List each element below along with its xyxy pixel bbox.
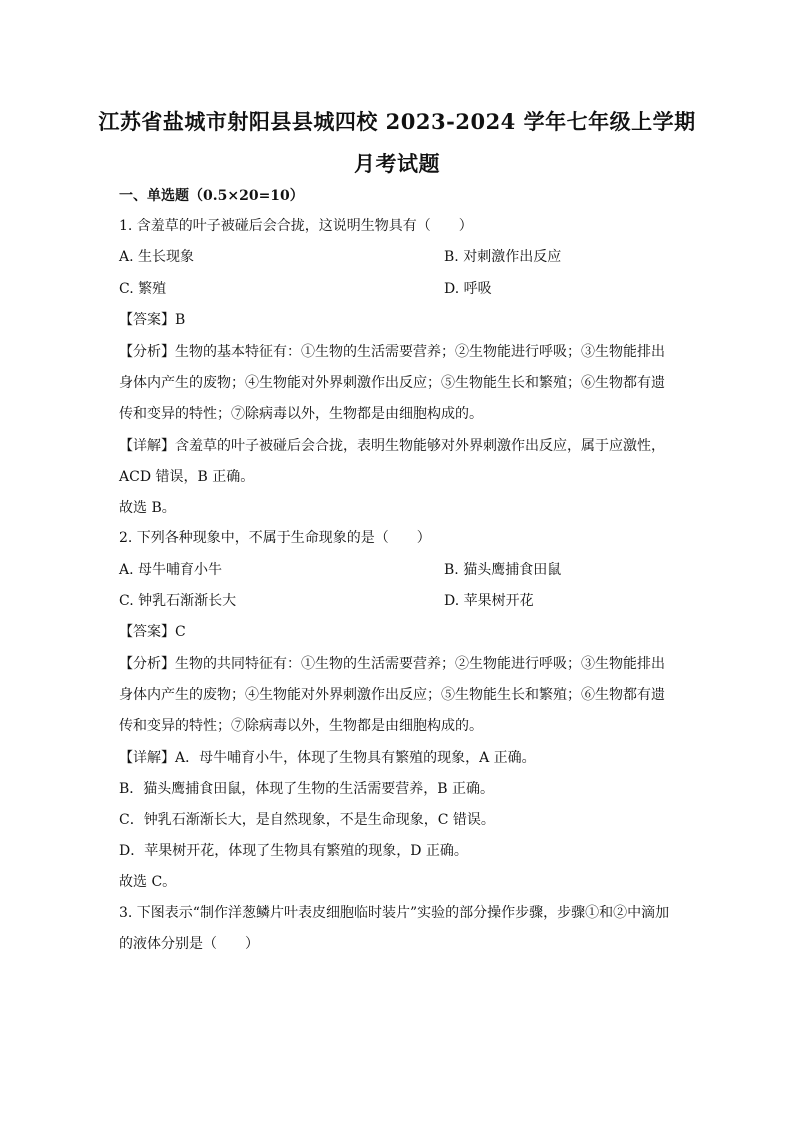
title-line-1: 江苏省盐城市射阳县县城四校 2023-2024 学年七年级上学期 <box>98 109 696 134</box>
q3-stem-line: 3. 下图表示“制作洋葱鳞片叶表皮细胞临时装片”实验的部分操作步骤，步骤①和②中滴加 <box>119 905 670 921</box>
q1-conclusion: 故选 B。 <box>119 500 176 516</box>
q2-detail-line: C．钟乳石渐渐长大，是自然现象，不是生命现象，C 错误。 <box>119 812 495 828</box>
q2-option-c: C. 钟乳石渐渐长大 <box>119 593 237 609</box>
q2-analysis-line: 传和变异的特性；⑦除病毒以外，生物都是由细胞构成的。 <box>119 718 483 734</box>
q2-option-a: A. 母牛哺育小牛 <box>119 562 223 578</box>
q1-analysis-line: 【分析】生物的基本特征有：①生物的生活需要营养；②生物能进行呼吸；③生物能排出 <box>119 344 665 360</box>
q2-analysis-line: 身体内产生的废物；④生物能对外界刺激作出反应；⑤生物能生长和繁殖；⑥生物都有遗 <box>119 687 665 703</box>
q1-option-d: D. 呼吸 <box>444 281 492 297</box>
q2-analysis-line: 【分析】生物的共同特征有：①生物的生活需要营养；②生物能进行呼吸；③生物能排出 <box>119 656 665 672</box>
q1-stem: 1. 含羞草的叶子被碰后会合拢，这说明生物具有（ ） <box>119 218 473 234</box>
q1-answer: 【答案】B <box>119 312 186 328</box>
q2-option-b: B. 猫头鹰捕食田鼠 <box>444 562 562 578</box>
q2-detail-line: B．猫头鹰捕食田鼠，体现了生物的生活需要营养，B 正确。 <box>119 781 495 797</box>
section-heading: 一、单选题（0.5×20=10） <box>119 188 304 204</box>
q2-detail-line: D．苹果树开花，体现了生物具有繁殖的现象，D 正确。 <box>119 843 468 859</box>
q1-option-c: C. 繁殖 <box>119 281 167 297</box>
q1-detail-line: 【详解】含羞草的叶子被碰后会合拢，表明生物能够对外界刺激作出反应，属于应激性， <box>119 438 665 454</box>
q2-option-d: D. 苹果树开花 <box>444 593 534 609</box>
q2-stem: 2. 下列各种现象中，不属于生命现象的是（ ） <box>119 530 431 546</box>
q2-detail-line: 【详解】A．母牛哺育小牛，体现了生物具有繁殖的现象，A 正确。 <box>119 750 536 766</box>
q1-analysis-line: 身体内产生的废物；④生物能对外界刺激作出反应；⑤生物能生长和繁殖；⑥生物都有遗 <box>119 375 665 391</box>
title-line-2: 月考试题 <box>354 151 440 176</box>
q2-answer: 【答案】C <box>119 624 186 640</box>
q1-analysis-line: 传和变异的特性；⑦除病毒以外，生物都是由细胞构成的。 <box>119 406 483 422</box>
q2-conclusion: 故选 C。 <box>119 874 177 890</box>
q1-detail-line: ACD 错误，B 正确。 <box>119 469 255 485</box>
q1-option-b: B. 对刺激作出反应 <box>444 249 562 265</box>
q3-stem-line: 的液体分别是（ ） <box>119 936 259 952</box>
q1-option-a: A. 生长现象 <box>119 249 195 265</box>
